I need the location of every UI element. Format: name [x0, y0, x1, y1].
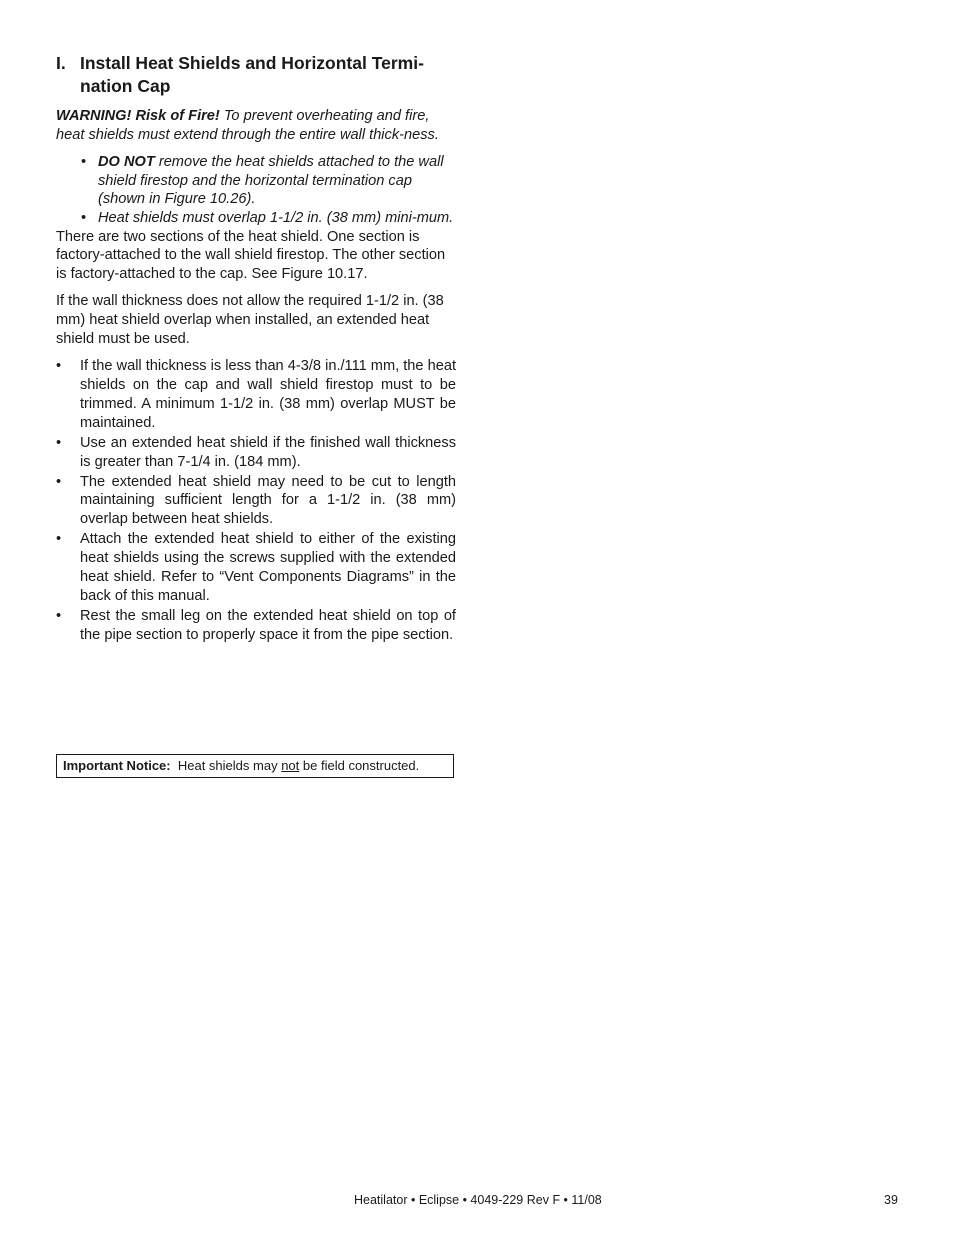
section-title: Install Heat Shields and Horizontal Termi-nation Cap [80, 53, 424, 96]
warning-label: WARNING! Risk of Fire! [56, 108, 220, 124]
fire-warning [56, 107, 456, 144]
page-number: 39 [884, 1193, 898, 1207]
instruction-list [56, 357, 456, 645]
bullet: • [81, 154, 87, 171]
list-item [56, 473, 456, 530]
section-heading [56, 52, 456, 98]
list-item-text: If the wall thickness is less than 4-3/8 in./111 mm, the heat shields on the cap and wall shield firestop must to be trimmed. A minimum 1-1/2 in. (38 mm) overlap MUST be maintained. [80, 358, 456, 431]
main-column [56, 52, 456, 646]
list-item [56, 434, 456, 472]
paragraph: If the wall thickness does not allow the required 1-1/2 in. (38 mm) heat shield overlap when installed, an extended heat shield must be used. [56, 293, 444, 347]
bullet: • [56, 358, 62, 375]
list-item [56, 530, 456, 606]
bullet: • [56, 473, 62, 490]
bullet: • [81, 209, 87, 226]
list-item-text: Use an extended heat shield if the finished wall thickness is greater than 7-1/4 in. (184 mm). [80, 434, 456, 470]
bullet: • [56, 607, 62, 624]
paragraph: There are two sections of the heat shield. One section is factory-attached to the wall shield firestop. The other section is factory-attached to the cap. See Figure 10.17. [56, 228, 446, 282]
bullet: • [56, 531, 62, 548]
bullet: • [56, 434, 62, 451]
list-item-text: remove the heat shields attached to the wall shield firestop and the horizontal termination cap (shown in Figure 10.26). [98, 154, 444, 208]
notice-text-after: be field constructed. [302, 758, 420, 773]
list-item-text: The extended heat shield may need to be cut to length maintaining sufficient length for a 1-1/2 in. (38 mm) overlap between heat shields. [80, 473, 456, 528]
list-item [81, 209, 456, 228]
emphasis: DO NOT [98, 154, 155, 171]
list-item [56, 607, 456, 645]
list-item [56, 357, 456, 433]
section-number: I. [56, 53, 66, 73]
important-notice-box [56, 754, 454, 778]
notice-label: Important Notice: [63, 758, 171, 773]
warning-text: To prevent overheating and fire, heat shields must extend through the entire wall thick-ness. [56, 108, 439, 143]
list-item-text: Rest the small leg on the extended heat shield on top of the pipe section to properly space it from the pipe section. [80, 607, 456, 643]
warning-bullet-list [56, 153, 456, 227]
list-item-text: Heat shields must overlap 1-1/2 in. (38 mm) mini-mum. [98, 209, 454, 226]
list-item [81, 153, 456, 209]
footer-text: Heatilator • Eclipse • 4049-229 Rev F • 11/08 [354, 1193, 602, 1207]
notice-text-before: Heat shields may [177, 758, 278, 773]
list-item-text: Attach the extended heat shield to either of the existing heat shields using the screws supplied with the extended heat shield. Refer to “Vent Components Diagrams” in the back of this manual. [80, 531, 456, 604]
notice-underlined: not [281, 758, 300, 773]
